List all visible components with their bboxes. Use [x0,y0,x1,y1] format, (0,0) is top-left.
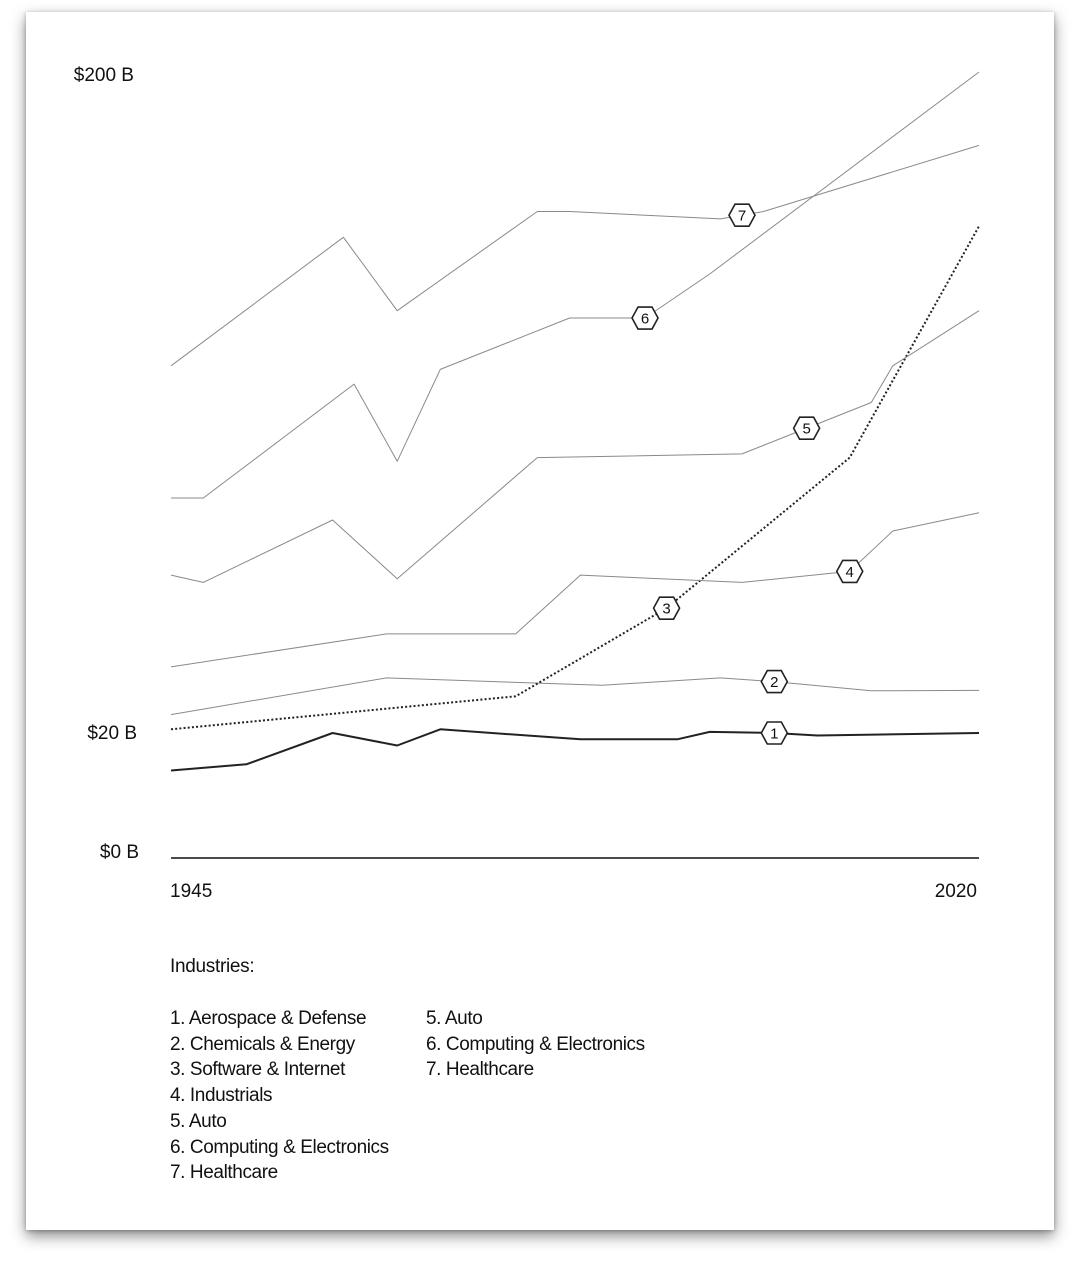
legend-item: 3. Software & Internet [170,1059,345,1081]
legend-item: 2. Chemicals & Energy [170,1033,355,1055]
series-marker-label: 5 [802,420,811,438]
series-line-5 [171,311,979,583]
series-line-1 [171,729,979,770]
series-marker-7 [729,204,755,226]
series-marker-label: 6 [640,310,650,328]
x-tick-label-2020: 2020 [934,881,977,902]
legend-item: 6. Computing & Electronics [170,1136,389,1158]
series-marker-4 [837,560,863,582]
legend-title: Industries: [170,956,255,977]
series-marker-label: 4 [845,563,854,581]
series-marker-6 [632,307,658,329]
legend-item: 7. Healthcare [170,1162,278,1184]
y-tick-label-0: $0 B [99,842,139,863]
y-tick-label-200: $200 B [73,65,134,86]
legend-item: 1. Aerospace & Defense [170,1008,367,1029]
series-line-7 [171,145,979,365]
series-line-2 [171,678,979,715]
legend-item: 5. Auto [170,1110,227,1132]
series-marker-label: 3 [662,600,671,618]
legend-column-1 [170,1006,389,1186]
series-marker-5 [794,417,820,439]
legend-item: 5. Auto [426,1008,483,1029]
series-layer [171,72,979,771]
series-line-4 [171,513,979,667]
legend-item: 6. Computing & Electronics [426,1033,645,1055]
x-tick-label-1945: 1945 [170,881,213,902]
series-marker-2 [761,671,787,693]
series-line-3 [171,226,979,729]
legend-item: 7. Healthcare [426,1059,534,1081]
series-marker-label: 7 [737,207,747,225]
series-marker-label: 2 [770,674,779,692]
series-line-6 [171,72,979,498]
series-marker-label: 1 [770,725,779,743]
legend-item: 4. Industrials [170,1085,273,1107]
legend-column-2 [426,1006,645,1083]
series-marker-1 [761,722,787,744]
series-marker-3 [654,597,680,619]
y-tick-label-20: $20 B [87,723,137,744]
